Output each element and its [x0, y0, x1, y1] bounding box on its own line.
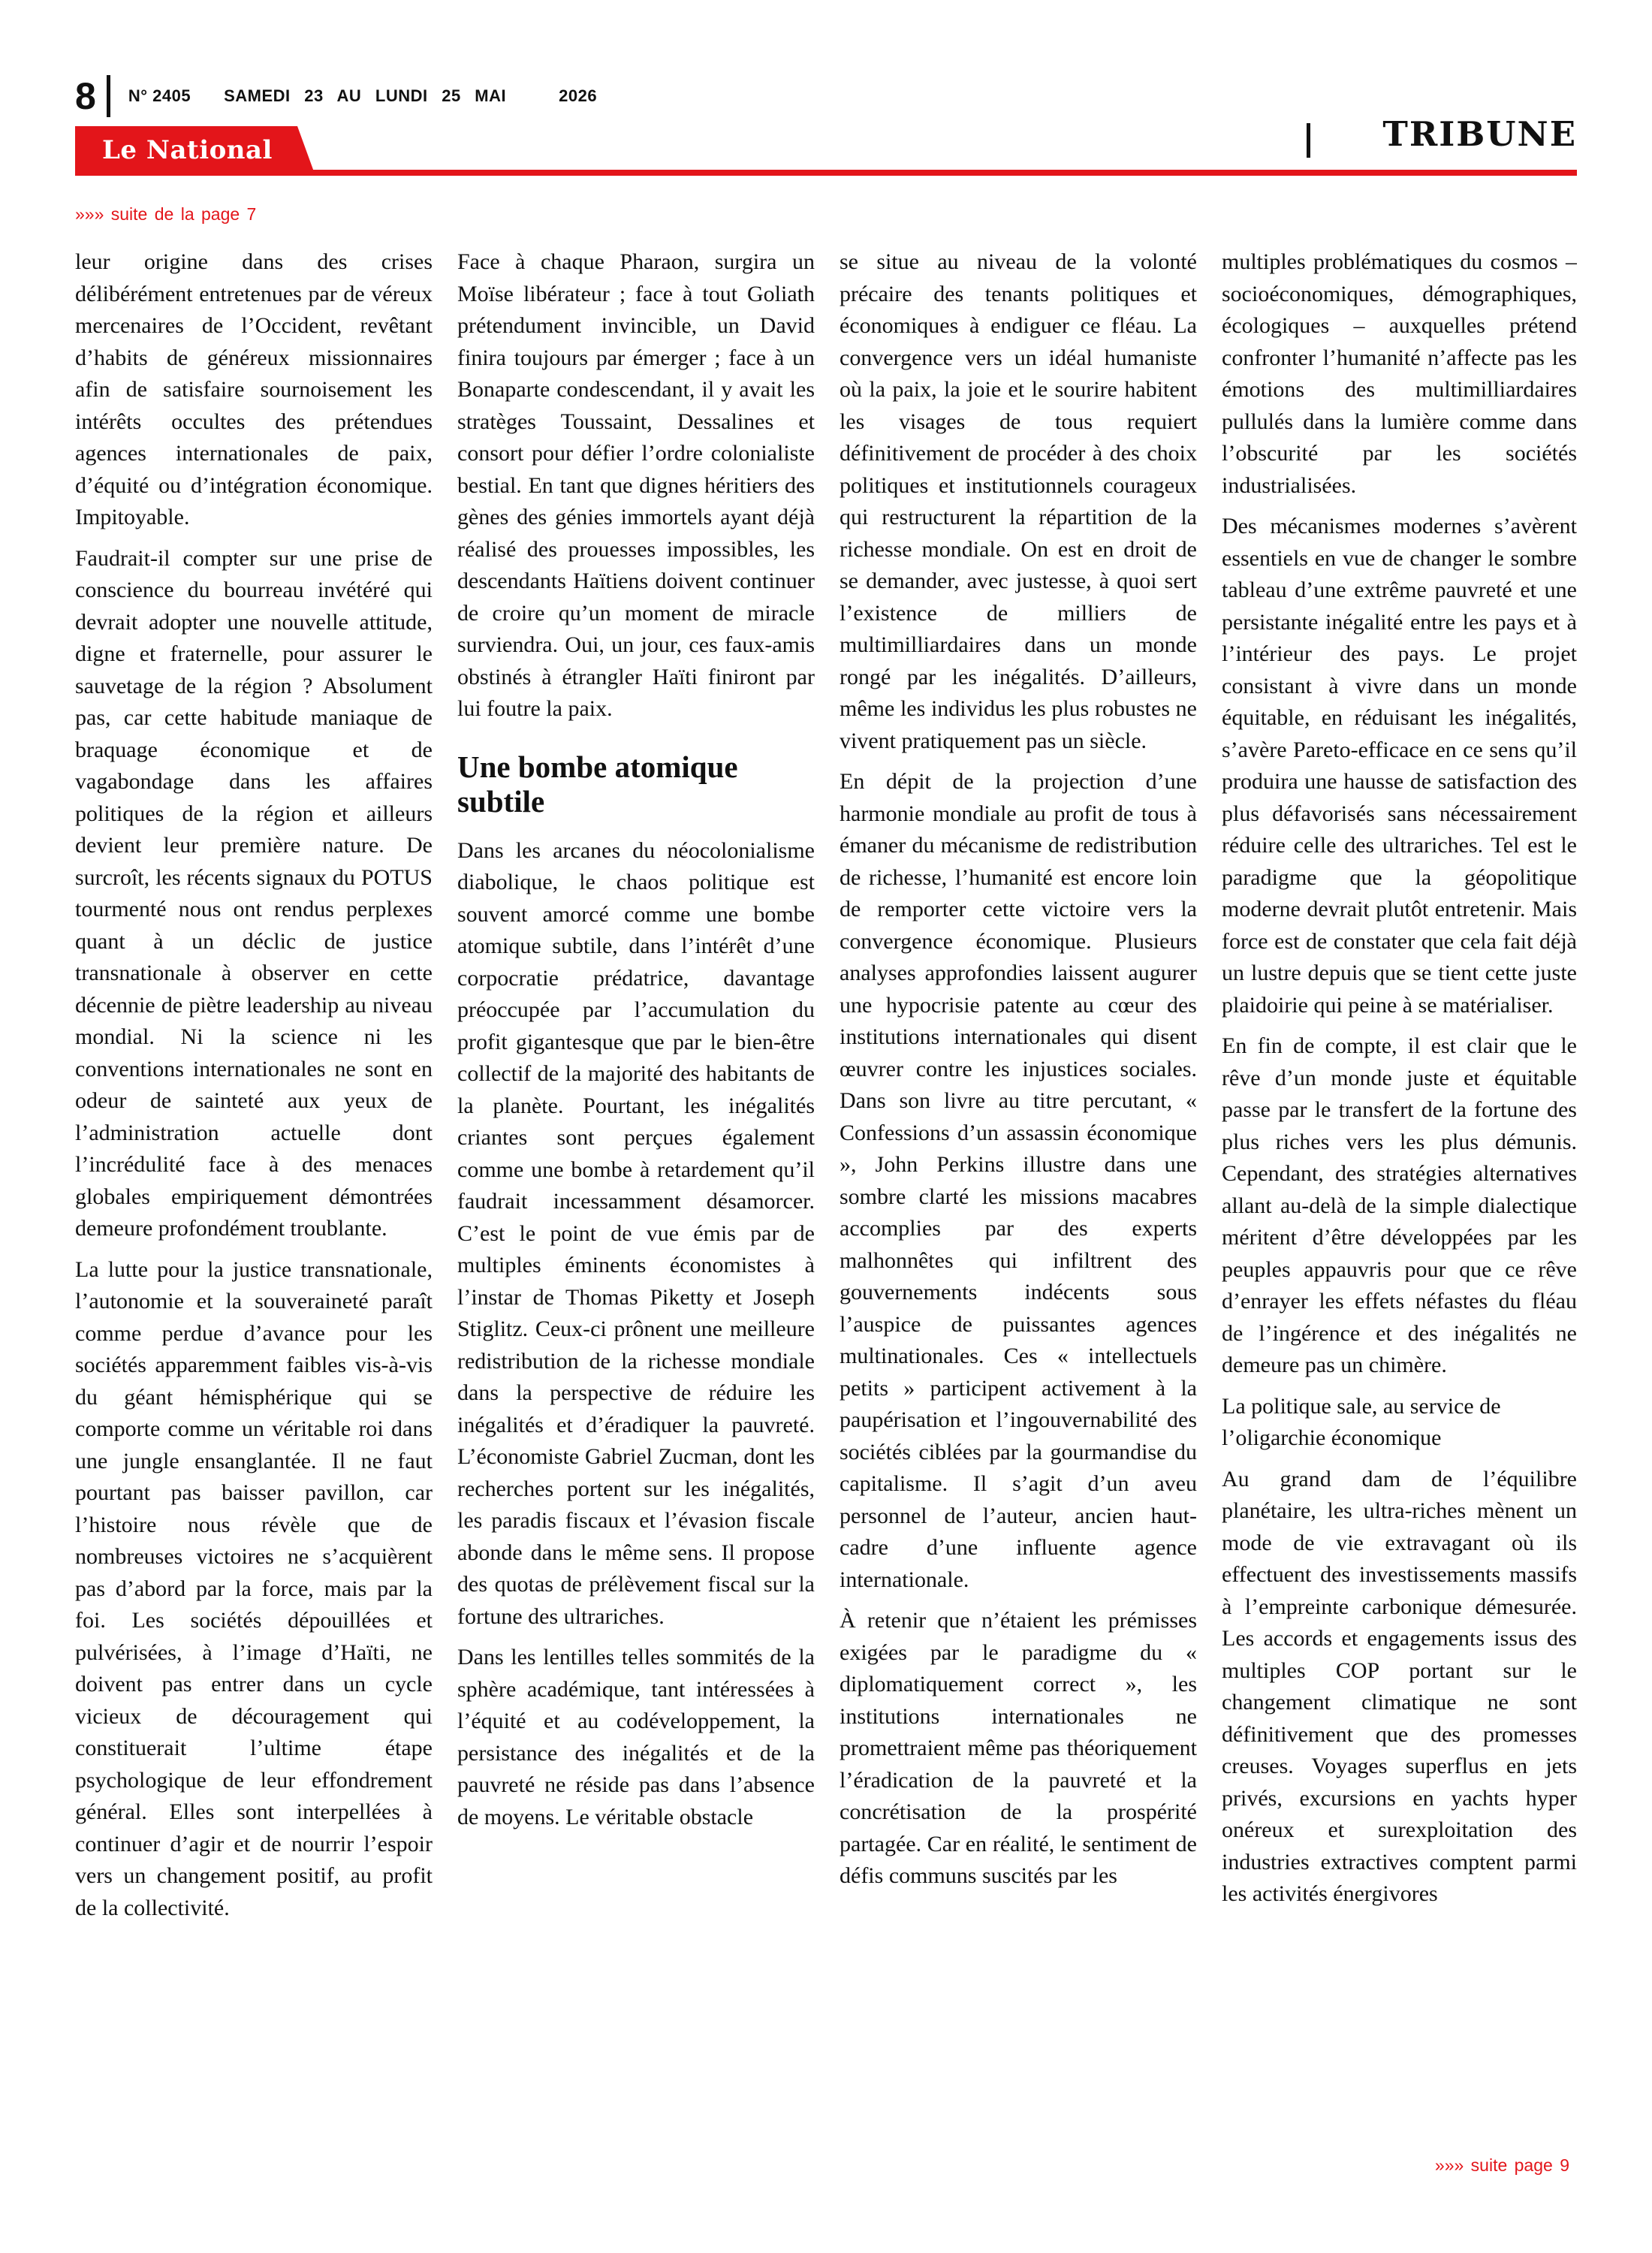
paragraph: À retenir que n’étaient les prémisses exigées par le paradigme du « diplomatiquement correct », les institutions internationales ne promettraient même pas théoriquement l’éradication de la pauvreté et la concrétisation de la prospérité partagée. Car en réalité, le sentiment de défis communs suscités par les — [840, 1608, 1197, 1888]
paragraph: Des mécanismes modernes s’avèrent essentiels en vue de changer le sombre tableau d’une extrême pauvreté et une persistante inégalité entre les pays et à l’intérieur des pays. Le projet consistant à vivre dans un monde équitable, en réduisant les inégalités, s’avère Pareto-efficace en ce sens qu’il produira une hausse de satisfaction des plus défavorisés sans nécessairement réduire celle des ultrariches. Tel est le paradigme que la géopolitique moderne devrait plutôt entretenir. Mais force est de constater que cela fait déjà un lustre depuis que se tient cette juste plaidoirie qui peine à se matérialiser. — [1222, 514, 1577, 1018]
paragraph: La lutte pour la justice transnationale, l’autonomie et la souveraineté paraît comme perdue d’avance pour les sociétés apparemment faibles vis-à-vis du géant hémisphérique qui se comporte comme un véritable roi dans une jungle ensanglantée. Il ne faut pourtant pas baisser pavillon, car l’histoire nous révèle que de nombreuses victoires ne s’acquièrent pas d’abord par la force, mais par la foi. Les sociétés dépouillées et pulvérisées, à l’image d’Haïti, ne doivent pas entrer dans un cycle vicieux de découragement qui constituerait l’ultime étape psychologique de leur effondrement général. Elles sont interpellées à continuer d’agir et de nourrir l’espoir vers un changement positif, au profit de la collectivité. — [75, 1256, 433, 1920]
paragraph: Au grand dam de l’équilibre planétaire, les ultra-riches mènent un mode de vie extravagant où ils effectuent des investissements massifs à l’empreinte carbonique démesurée. Les accords et engagements issus des multiples COP portant sur le changement climatique ne sont définitivement que des promesses creuses. Voyages superflus en jets privés, excursions en yachts hyper onéreux et surexploitation des industries extractives comptent parmi les activités énergivores — [1222, 1466, 1577, 1906]
logo-text: Le National — [102, 135, 273, 165]
subheading: La politique sale, au service de l’oligarchie économique — [1222, 1393, 1501, 1450]
paragraph: leur origine dans des crises délibérément entretenues par de véreux mercenaires de l’Occident, revêtant d’habits de généreux missionnaires afin de satisfaire sournoisement les intérêts occultes des prétendues agences internationales de paix, d’équité ou d’intégration économique. Impitoyable. — [75, 249, 433, 529]
continued-from-link[interactable]: »»» suite de la page 7 — [75, 204, 257, 224]
paragraph: En fin de compte, il est clair que le rêve d’un monde juste et équitable passe par le transfert de la fortune des plus riches vers les plus démunis. Cependant, des stratégies alternatives allant au-delà de la simple dialectique méritent d’être développées par les peuples appauvris pour que ce rêve d’enrayer les effets néfastes du fléau de l’ingérence et des inégalités ne demeure pas un chimère. — [1222, 1033, 1577, 1377]
section-title: TRIBUNE — [1382, 114, 1577, 154]
article-column-2 — [457, 246, 815, 2154]
issue-number: N° 2405 — [128, 86, 191, 105]
section-divider — [1307, 123, 1310, 158]
paragraph: Dans les arcanes du néocolonialisme diabolique, le chaos politique est souvent amorcé comme une bombe atomique subtile, dans l’intérêt d’une corpocratie prédatrice, davantage préoccupée par l’accumulation du profit gigantesque que par le bien-être collectif de la majorité des habitants de la planète. Pourtant, les inégalités criantes sont perçues également comme une bombe à retardement qu’il faudrait incessamment désamorcer. C’est le point de vue émis par de multiples éminents économistes à l’instar de Thomas Piketty et Joseph Stiglitz. Ceux-ci prônent une meilleure redistribution de la richesse mondiale dans la perspective de réduire les inégalités et d’éradiquer la pauvreté. L’économiste Gabriel Zucman, dont les recherches portent sur les inégalités, les paradis fiscaux et l’évasion fiscale abonde dans le même sens. Il propose des quotas de prélèvement fiscal sur la fortune des ultrariches. — [457, 837, 815, 1629]
page-number-divider — [107, 75, 110, 117]
newspaper-logo — [75, 126, 315, 176]
paragraph: multiples problématiques du cosmos – socioéconomiques, démographiques, écologiques – auxquelles prétend confronter l’humanité n’affecte pas les émotions des multimilliardaires pullulés dans la lumière comme dans l’obscurité par les sociétés industrialisées. — [1222, 249, 1577, 498]
paragraph: Face à chaque Pharaon, surgira un Moïse libérateur ; face à tout Goliath prétendument invincible, un David finira toujours par émerger ; face à un Bonaparte condescendant, il y avait les stratèges Toussaint, Dessalines et consort pour défier l’ordre colonialiste bestial. En tant que dignes héritiers des gènes des génies immortels ayant déjà réalisé des prouesses impossibles, les descendants Haïtiens doivent continuer de croire qu’un moment de miracle surviendra. Oui, un jour, ces faux-amis obstinés à étrangler Haïti finiront par lui foutre la paix. — [457, 249, 815, 721]
continued-to-link[interactable]: »»» suite page 9 — [1434, 2155, 1569, 2175]
article-column-3 — [840, 246, 1197, 2154]
page-number: 8 — [75, 75, 96, 117]
header-rule — [75, 170, 1577, 176]
paragraph: se situe au niveau de la volonté précaire des tenants politiques et économiques à endiguer ce fléau. La convergence vers un idéal humaniste où la paix, la joie et le sourire habitent les visages de tous requiert définitivement de procéder à des choix politiques et institutionnels courageux qui restructurent la répartition de la richesse mondiale. On est en droit de se demander, avec justesse, à quoi sert l’existence de milliers de multimilliardaires dans un monde rongé par les inégalités. D’ailleurs, même les individus les plus robustes ne vivent pratiquement pas un siècle. — [840, 249, 1197, 753]
paragraph: Dans les lentilles telles sommités de la sphère académique, tant intéressées à l’équité et au codéveloppement, la persistance des inégalités et de la pauvreté ne réside pas dans l’absence de moyens. Le véritable obstacle — [457, 1645, 815, 1829]
article-column-4 — [1222, 246, 1577, 2154]
paragraph: Faudrait-il compter sur une prise de conscience du bourreau invétéré qui devrait adopter une nouvelle attitude, digne et fraternelle, pour assurer le sauvetage de la région ? Absolument pas, car cette habitude maniaque de braquage économique et de vagabondage dans les affaires politiques de la région et ailleurs devient leur première nature. De surcroît, les récents signaux du POTUS tourmenté nous ont rendus perplexes quant à un déclic de justice transnationale à observer en cette décennie de piètre leadership au niveau mondial. Ni la science ni les conventions internationales ne sont en odeur de sainteté aux yeux de l’administration actuelle dont l’incrédulité face à des menaces globales empiriquement démontrées demeure profondément troublante. — [75, 545, 433, 1241]
section-heading: Une bombe atomique subtile — [457, 749, 738, 819]
issue-date: SAMEDI 23 AU LUNDI 25 MAI — [224, 86, 507, 105]
masthead-bar — [75, 72, 597, 120]
paragraph: En dépit de la projection d’une harmonie mondiale au profit de tous à émaner du mécanisme de redistribution de richesse, l’humanité est encore loin de remporter cette victoire vers la convergence économique. Plusieurs analyses approfondies laissent augurer une hypocrisie patente au cœur des institutions internationales qui disent œuvrer contre les injustices sociales. Dans son livre au titre percutant, « Confessions d’un assassin économique », John Perkins illustre dans une sombre clarté les missions macabres accomplies par des experts malhonnêtes qui infiltrent des gouvernements indécents sous l’auspice de puissantes agences multinationales. Ces « intellectuels petits » participent activement à la paupérisation et l’ingouvernabilité des sociétés ciblées par la gourmandise du capitalisme. Il s’agit d’un aveu personnel de l’auteur, ancien haut-cadre d’une influente agence internationale. — [840, 769, 1197, 1592]
issue-year: 2026 — [559, 86, 598, 105]
article-column-1 — [75, 246, 433, 2154]
